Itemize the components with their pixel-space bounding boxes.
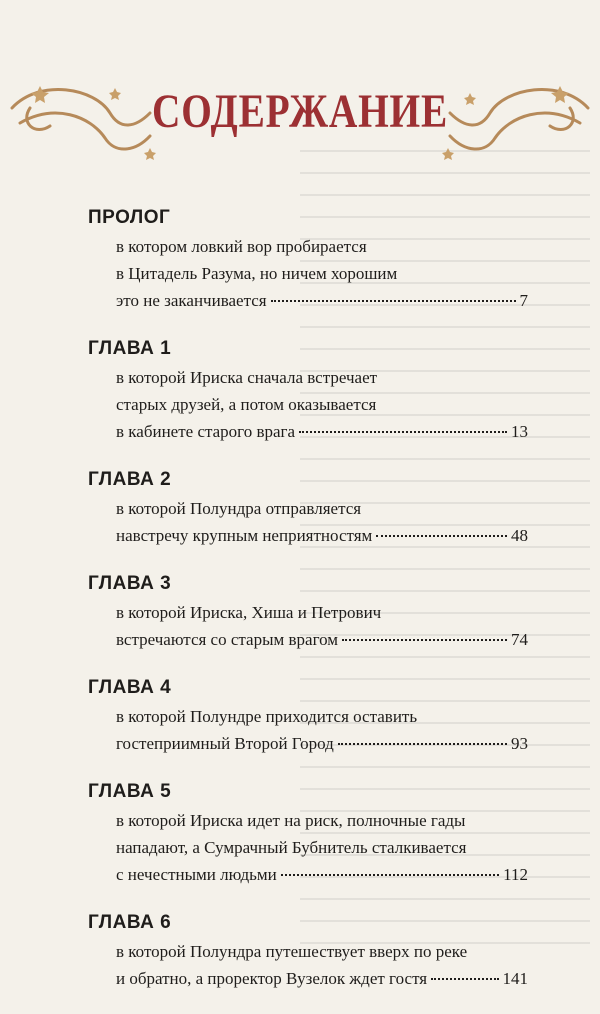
chapter-description-line: в которой Ириска, Хиша и Петрович (116, 603, 382, 622)
chapter-description-line: в которой Ириска идет на риск, полночные гады (116, 811, 466, 830)
chapter-description-line: в которой Полундра отправляется (116, 499, 362, 518)
chapter-description-text: гостеприимный Второй Город (116, 734, 334, 753)
page-title: СОДЕРЖАНИЕ (151, 85, 449, 138)
dot-leader (338, 743, 507, 745)
chapter-description-line: старых друзей, а потом оказывается (116, 395, 377, 414)
chapter-heading: ГЛАВА 6 (88, 912, 172, 933)
toc-entry (88, 205, 528, 314)
chapter-description-line (116, 418, 528, 445)
toc-entry (88, 336, 528, 445)
chapter-heading: ГЛАВА 4 (88, 677, 172, 698)
page-number: 141 (502, 969, 528, 988)
page-number: 48 (511, 526, 528, 545)
page-number: 112 (503, 865, 528, 884)
chapter-description-line: нападают, а Сумрачный Бубнитель сталкивается (116, 838, 467, 857)
chapter-description-text: в кабинете старого врага (116, 422, 296, 441)
chapter-description-line: в которой Ириска сначала встречает (116, 368, 378, 387)
page-number: 74 (511, 630, 528, 649)
chapter-description-text: это не заканчивается (116, 291, 267, 310)
chapter-heading: ГЛАВА 3 (88, 573, 172, 594)
chapter-description-line (116, 522, 528, 549)
chapter-description-text: с нечестными людьми (116, 865, 277, 884)
page-number: 13 (511, 422, 528, 441)
chapter-heading: ГЛАВА 2 (88, 469, 172, 490)
dot-leader (281, 874, 499, 876)
dot-leader (342, 639, 507, 641)
toc-entry (88, 910, 528, 992)
toc-entry (88, 571, 528, 653)
chapter-description-text: и обратно, а проректор Вузелок ждет гостя (116, 969, 428, 988)
chapter-description-line: в которой Полундра путешествует вверх по реке (116, 942, 468, 961)
chapter-description-line (116, 730, 528, 757)
chapter-description-text: навстречу крупным неприятностям (116, 526, 373, 545)
chapter-description-line: в которой Полундре приходится оставить (116, 707, 418, 726)
chapter-description-text: встречаются со старым врагом (116, 630, 339, 649)
chapter-description-line: в Цитадель Разума, но ничем хорошим (116, 264, 398, 283)
dot-leader (271, 300, 516, 302)
chapter-description-line: в котором ловкий вор пробирается (116, 237, 367, 256)
toc-entry (88, 675, 528, 757)
dot-leader (299, 431, 507, 433)
toc-entry (88, 779, 528, 888)
chapter-heading: ГЛАВА 5 (88, 781, 172, 802)
chapter-description-line (116, 861, 528, 888)
chapter-heading: ГЛАВА 1 (88, 338, 172, 359)
dot-leader (376, 535, 507, 537)
page-number: 93 (511, 734, 528, 753)
table-of-contents (88, 205, 528, 1014)
chapter-description-line (116, 965, 528, 992)
page-number: 7 (519, 291, 528, 310)
chapter-heading: ПРОЛОГ (88, 207, 171, 228)
dot-leader (431, 978, 498, 980)
chapter-description-line (116, 287, 528, 314)
chapter-description-line (116, 626, 528, 653)
toc-entry (88, 467, 528, 549)
